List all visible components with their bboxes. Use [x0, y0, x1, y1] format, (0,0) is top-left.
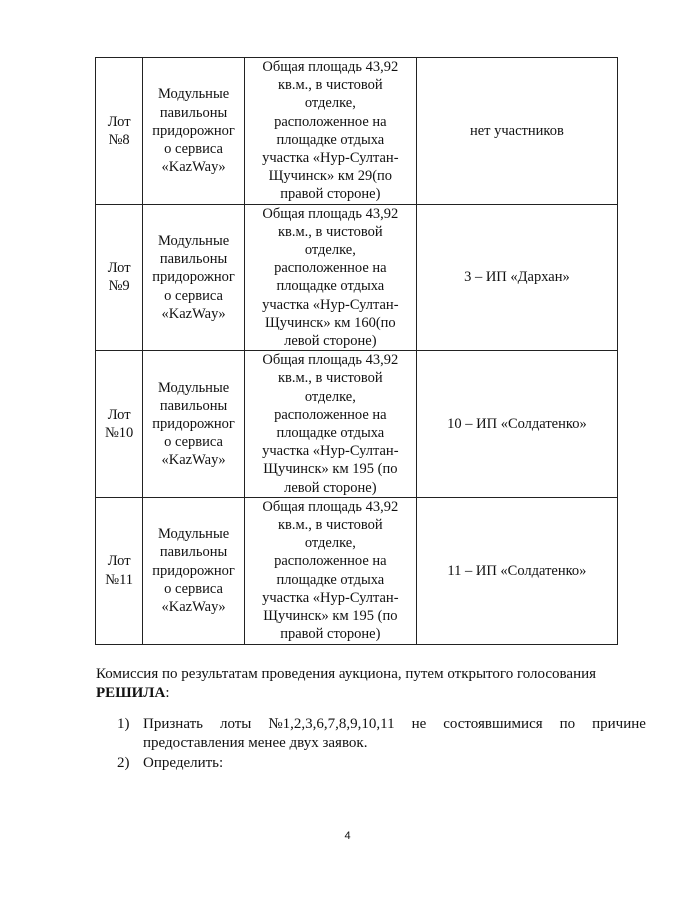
table-row — [96, 497, 618, 644]
description-cell: Общая площадь 43,92 кв.м., в чистовой отделке, расположенное на площадке отдыха участка «Нур-Султан- Щучинск» км 160(по левой стороне) — [244, 204, 416, 351]
lot-cell: Лот №8 — [96, 58, 143, 205]
decision-resolved: РЕШИЛА — [96, 685, 166, 701]
list-item-line — [143, 715, 646, 734]
description-cell: Общая площадь 43,92 кв.м., в чистовой отделке, расположенное на площадке отдыха участка «Нур-Султан- Щучинск» км 29(по правой стороне) — [244, 58, 416, 205]
decision-paragraph — [96, 665, 631, 703]
table-row — [96, 204, 618, 351]
list-item-number: 1) — [117, 716, 130, 732]
word: №1,2,3,6,7,8,9,10,11 — [268, 716, 395, 732]
word: по — [559, 716, 576, 732]
result-cell: нет участников — [416, 58, 617, 205]
lots-table — [95, 57, 618, 645]
decision-colon: : — [165, 685, 170, 701]
word: состоявшимися — [443, 716, 543, 732]
result-cell: 10 – ИП «Солдатенко» — [416, 351, 617, 498]
list-item-number: 2) — [117, 755, 130, 771]
list-item — [117, 715, 646, 753]
list-item-text — [143, 715, 646, 753]
word: лоты — [219, 716, 252, 732]
list-item-line: предоставления менее двух заявок. — [143, 735, 368, 751]
description-cell: Общая площадь 43,92 кв.м., в чистовой отделке, расположенное на площадке отдыха участка «Нур-Султан- Щучинск» км 195 (по правой стороне) — [244, 497, 416, 644]
word: причине — [592, 716, 646, 732]
decision-resolved-line — [96, 684, 631, 703]
object-cell: Модульные павильоны придорожног о сервиса «KazWay» — [143, 497, 245, 644]
list-item — [117, 754, 646, 773]
list-item-text: Определить: — [143, 755, 224, 771]
object-cell: Модульные павильоны придорожног о сервиса «KazWay» — [143, 351, 245, 498]
object-cell: Модульные павильоны придорожног о сервиса «KazWay» — [143, 58, 245, 205]
word: не — [411, 716, 427, 732]
table-row — [96, 351, 618, 498]
lot-cell: Лот №11 — [96, 497, 143, 644]
object-cell: Модульные павильоны придорожног о сервиса «KazWay» — [143, 204, 245, 351]
decision-intro: Комиссия по результатам проведения аукциона, путем открытого голосования — [96, 666, 597, 682]
lot-cell: Лот №9 — [96, 204, 143, 351]
word: Признать — [143, 716, 203, 732]
page-number: 4 — [344, 830, 351, 842]
table-row — [96, 58, 618, 205]
lot-cell: Лот №10 — [96, 351, 143, 498]
description-cell: Общая площадь 43,92 кв.м., в чистовой отделке, расположенное на площадке отдыха участка «Нур-Султан- Щучинск» км 195 (по левой стороне) — [244, 351, 416, 498]
result-cell: 11 – ИП «Солдатенко» — [416, 497, 617, 644]
result-cell: 3 – ИП «Дархан» — [416, 204, 617, 351]
